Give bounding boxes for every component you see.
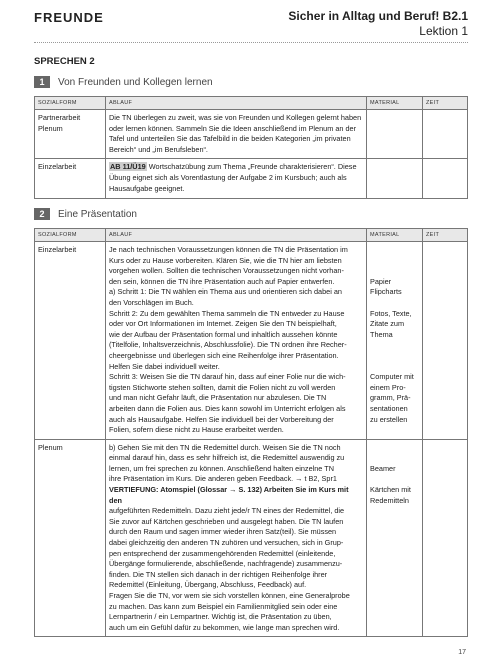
material-line: [370, 256, 419, 267]
text-line: Sie zuvor auf Kärtchen geschrieben und ausgelegt haben. Die TN laufen: [109, 516, 344, 526]
col-header: ABLAUF: [106, 229, 367, 242]
material-line: [370, 351, 419, 362]
material-line: Computer mit: [370, 372, 414, 382]
text-line: (Titelfolie, Inhaltsverzeichnis, Abschlussfolie). Die TN ordnen ihre Recher-: [109, 340, 347, 350]
sozialform-cell: Partnerarbeit Plenum: [35, 110, 106, 159]
material-line: [370, 474, 419, 485]
col-header: ZEIT: [423, 229, 468, 242]
text-line: einmal darauf hin, dass es sehr hilfreich ist, die Redemittel auswendig zu: [109, 453, 345, 463]
ablauf-cell: Die TN überlegen zu zweit, was sie von Freunden und Kollegen gelernt haben oder lernen können. Sammeln Sie die Ideen anschließend im Plenum an der Tafel und unterteilen Sie das Tafelbild in die beiden Kategorien „im privaten Bereich“ und „im Berufsleben“.: [106, 110, 367, 159]
text-line: und man nicht Gefahr läuft, die Präsentation nur abzulesen. Die TN: [109, 393, 327, 403]
material-cell: [367, 110, 423, 159]
material-line: Fotos, Texte,: [370, 308, 412, 318]
section-title: SPRECHEN 2: [34, 56, 95, 67]
text-line: Kurs oder zu Hause vorbereiten. Klären Sie, wie die TN hier am liebsten: [109, 255, 342, 265]
chapter-label: FREUNDE: [34, 10, 104, 25]
material-line: [370, 266, 419, 277]
text-line: cheergebnisse und überlegen sich eine Reihenfolge ihrer Präsentation.: [109, 350, 339, 360]
material-line: Flipcharts: [370, 287, 402, 297]
text-line: Helfen Sie dabei individuell weiter.: [109, 361, 220, 371]
material-line: Papier: [370, 276, 392, 286]
material-line: zu erstellen: [370, 414, 408, 424]
material-cell: [367, 439, 423, 637]
material-line: Zitate zum: [370, 319, 405, 329]
text-line: zu machen. Das kann zum Beispiel ein Familienmitglied sein oder eine: [109, 601, 338, 611]
text-line: Schritt 2: Zu dem gewählten Thema sammeln die TN entweder zu Hause: [109, 308, 345, 318]
material-line: sentationen: [370, 403, 408, 413]
text-line: a) Schritt 1: Die TN wählen ein Thema aus und orientieren sich dabei an: [109, 287, 342, 297]
text-line: Folien, sofern diese nicht zu Hause erarbeitet werden.: [109, 425, 284, 435]
activity-table-1: [34, 96, 468, 199]
text-line: oder vor Ort Informationen im Internet. Zeigen Sie den TN beispielhaft,: [109, 319, 337, 329]
text-line: auch als Hausaufgabe. Helfen Sie individuell bei der Vorbereitung der: [109, 414, 334, 424]
text-line: Fragen Sie die TN, vor wem sie sich vorstellen können, eine Generalprobe: [109, 591, 350, 600]
table-row: [35, 439, 468, 637]
col-header: MATERIAL: [367, 97, 423, 110]
material-line: Thema: [370, 329, 393, 339]
zeit-cell: [423, 439, 468, 637]
header-divider: [34, 42, 468, 43]
zeit-cell: [423, 110, 468, 159]
material-line: [370, 362, 419, 373]
table-header-row: [35, 97, 468, 110]
material-cell: [367, 159, 423, 199]
text-line: arbeiten dann die Folien aus. Dies kann sowohl im Unterricht erfolgen als: [109, 403, 346, 413]
text-line: Redemittel (Einleitung, Übergang, Abschluss, Feedback) auf.: [109, 580, 307, 590]
text-line: VERTIEFUNG: Atomspiel (Glossar → S. 132) Arbeiten Sie im Kurs mit den: [109, 485, 349, 505]
text-line: durch den Raum und sagen immer wieder ihren Satz(teil). Sie müssen: [109, 527, 337, 537]
part-2-heading: [34, 208, 137, 220]
material-line: Kärtchen mit: [370, 485, 411, 495]
text-line: den sein, können die TN ihre Präsentation auch auf Papier entwerfen.: [109, 276, 335, 286]
table-header-row: [35, 229, 468, 242]
part-number-badge: 2: [34, 208, 50, 220]
material-line: Beamer: [370, 463, 396, 473]
table-row: [35, 242, 468, 440]
lesson-label: Lektion 1: [419, 24, 468, 38]
text-line: Schritt 3: Weisen Sie die TN darauf hin, dass auf einer Folie nur die wich-: [109, 372, 346, 382]
text-line: ihre Präsentation im Kurs. Die anderen geben Feedback. → t B2, Spr1: [109, 474, 337, 484]
material-line: [370, 453, 419, 464]
book-header: [288, 9, 468, 38]
col-header: MATERIAL: [367, 229, 423, 242]
col-header: SOZIALFORM: [35, 97, 106, 110]
material-line: [370, 340, 419, 351]
text-line: finden. Die TN stellen sich danach in der richtigen Reihenfolge ihrer: [109, 569, 328, 579]
material-line: gramm, Prä-: [370, 393, 411, 403]
material-cell: [367, 242, 423, 440]
sozialform-cell: Einzelarbeit: [35, 242, 106, 440]
workbook-reference: AB 11/Ü19: [110, 162, 146, 172]
sozialform-cell: Plenum: [35, 439, 106, 637]
col-header: ZEIT: [423, 97, 468, 110]
text-line: Übergänge formulierende, abschließende, nachfragende) zusammenzu-: [109, 559, 343, 569]
zeit-cell: [423, 242, 468, 440]
ablauf-text: Wortschatzübung zum Thema „Freunde charakterisieren“. Diese Übung eignet sich als Vorentlastung der Aufgabe 2 im Kursbuch; auch als Hausaufgabe geeignet.: [109, 162, 357, 193]
text-line: dabei gleichzeitig den anderen TN zuhören und versuchen, sich in Grup-: [109, 538, 344, 548]
part-title: Von Freunden und Kollegen lernen: [58, 76, 213, 88]
text-line: b) Gehen Sie mit den TN die Redemittel durch. Weisen Sie die TN noch: [109, 442, 341, 452]
book-title: Sicher in Alltag und Beruf! B2.1: [288, 9, 468, 23]
text-line: den Vorschlägen im Buch.: [109, 297, 194, 307]
part-title: Eine Präsentation: [58, 208, 137, 220]
text-line: wie der Aufbau der Präsentation formal und inhaltlich aussehen könnte: [109, 329, 338, 339]
material-line: [370, 245, 419, 256]
text-line: aufgeführten Redemitteln. Dazu zieht jede/r TN eines der Redemittel, die: [109, 506, 345, 516]
text-line: Je nach technischen Voraussetzungen können die TN die Präsentation im: [109, 245, 348, 254]
sozialform-cell: Einzelarbeit: [35, 159, 106, 199]
part-number-badge: 1: [34, 76, 50, 88]
part-1-heading: [34, 76, 213, 88]
table-row: [35, 110, 468, 159]
material-line: [370, 443, 419, 454]
text-line: vorgehen wollen. Sollten die technischen Voraussetzungen nicht vorhan-: [109, 266, 344, 276]
table-row: [35, 159, 468, 199]
col-header: SOZIALFORM: [35, 229, 106, 242]
text-line: pen entsprechend der zusammengehörenden Redemittel (einleitende,: [109, 548, 336, 558]
zeit-cell: [423, 159, 468, 199]
page-number: 17: [458, 649, 466, 656]
ablauf-cell: [106, 242, 367, 440]
text-line: auch um ein Gefühl dafür zu bekommen, wie lange man sprechen wird.: [109, 622, 340, 632]
activity-table-2: [34, 228, 468, 637]
col-header: ABLAUF: [106, 97, 367, 110]
material-line: [370, 298, 419, 309]
text-line: lernen, um frei sprechen zu können. Anschließend halten einzelne TN: [109, 463, 334, 473]
text-line: Lernpartnerin / ein Lernpartner. Wichtig ist, die Präsentation zu üben,: [109, 612, 332, 622]
ablauf-cell: [106, 439, 367, 637]
ablauf-cell: [106, 159, 367, 199]
material-line: Redemitteln: [370, 495, 409, 505]
text-line: tigsten Stichworte stehen sollten, damit die Folien nicht zu voll werden: [109, 382, 336, 392]
material-line: einem Pro-: [370, 382, 406, 392]
